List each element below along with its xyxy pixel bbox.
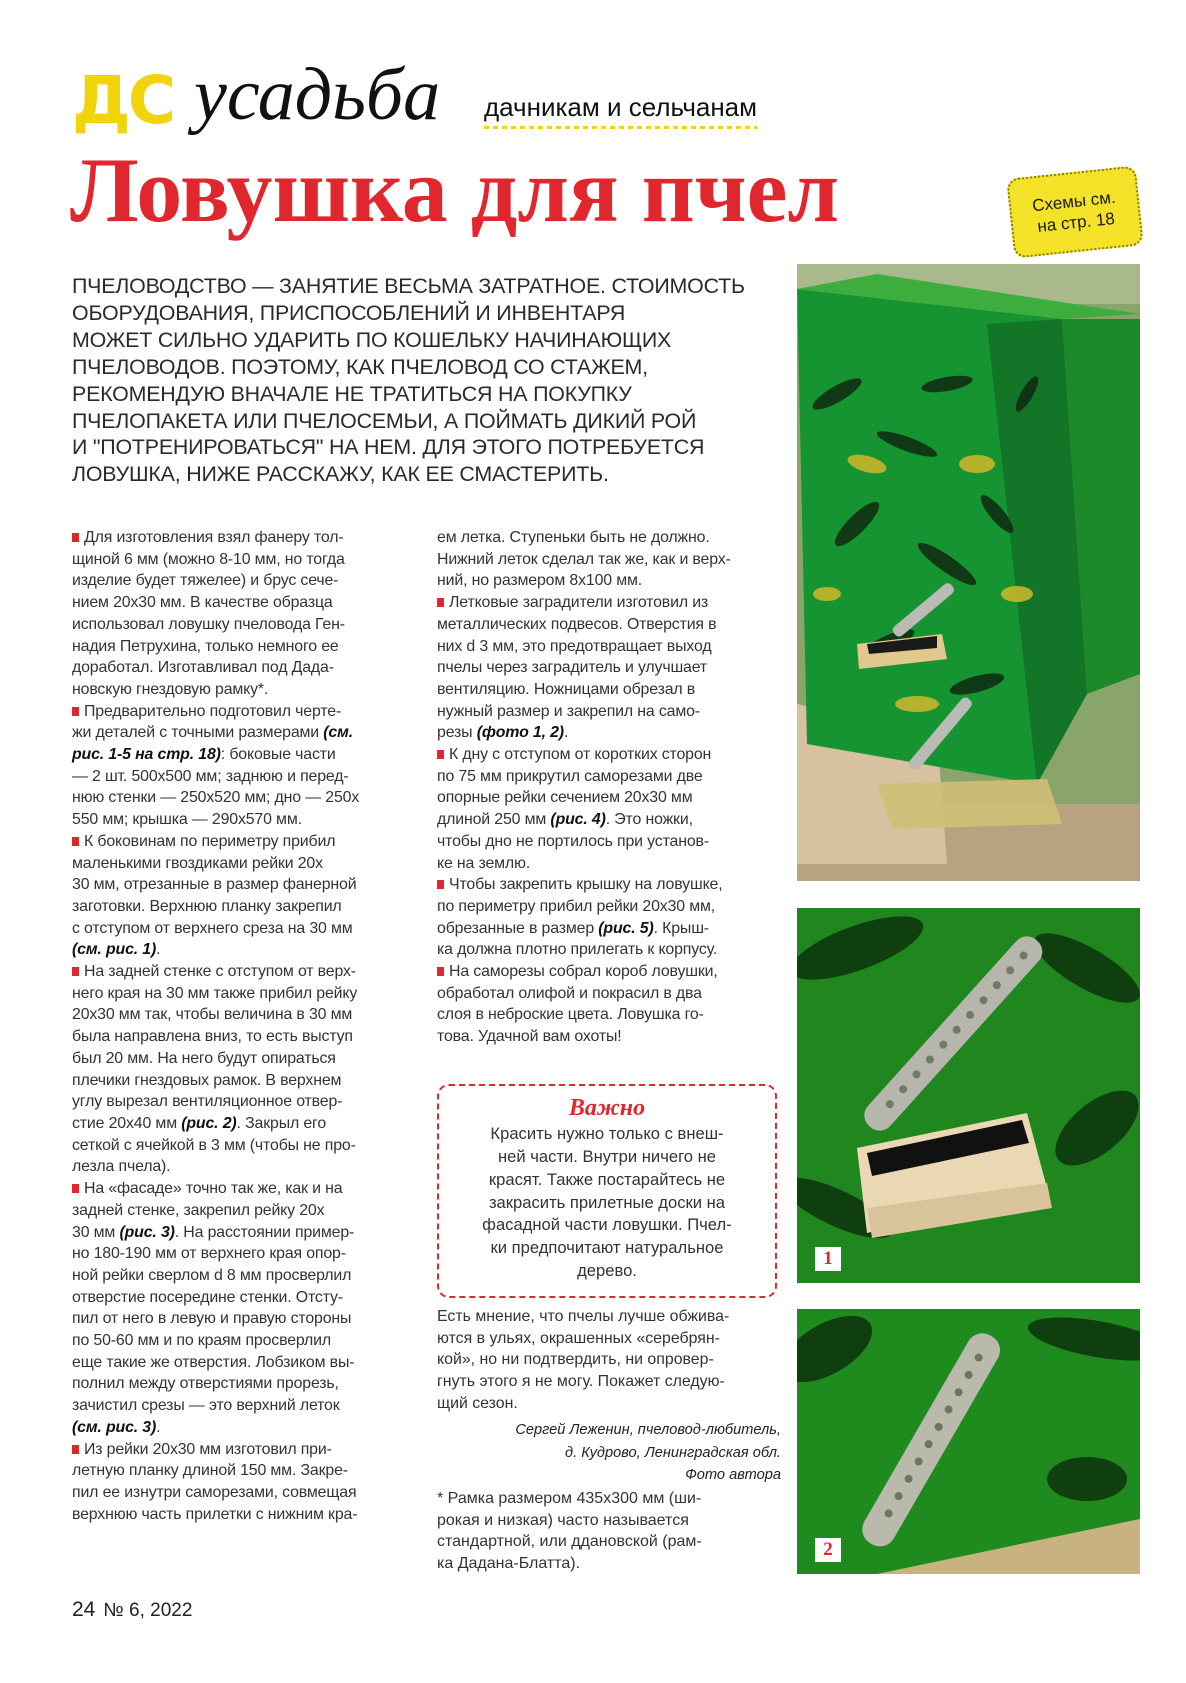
text-line: длиной 250 мм (рис. 4). Это ножки,: [437, 811, 693, 829]
footnote: [437, 1488, 781, 1575]
figure-reference: (рис. 5): [598, 919, 654, 937]
text-line: заготовки. Верхнюю планку закрепил: [72, 897, 342, 915]
text-line: нюю стенки — 250х520 мм; дно — 250х: [72, 789, 360, 807]
text-line: ка Дадана-Блатта).: [437, 1555, 581, 1573]
text-line: обработал олифой и покрасил в два: [437, 984, 702, 1002]
metal-strip-photo: [797, 1309, 1140, 1574]
entrance-guard-photo: [797, 908, 1140, 1283]
text-line: доработал. Изготавливал под Дада-: [72, 659, 334, 677]
text-line: Из рейки 20х30 мм изготовил при-: [72, 1439, 415, 1461]
bullet-square-icon: [437, 967, 444, 976]
photo-number: 2: [815, 1538, 841, 1562]
text-line: (см. рис. 3).: [72, 1418, 161, 1436]
text-line: ке на землю.: [437, 854, 531, 872]
text-line: лезла пчела).: [72, 1158, 171, 1176]
text-line: ются в ульях, окрашенных «серебрян-: [437, 1329, 720, 1347]
text-line: пчелы через заградитель и улучшает: [437, 659, 708, 677]
text-line: Для изготовления взял фанеру тол-: [72, 527, 415, 549]
logo-letters: ДС: [72, 62, 174, 139]
text-line: плечики гнездовых рамок. В верхнем: [72, 1071, 342, 1089]
text-line: Чтобы закрепить крышку на ловушке,: [437, 874, 781, 896]
lead-paragraph: [72, 273, 792, 488]
figure-reference: (рис. 3): [119, 1223, 175, 1241]
text-line: дерево.: [577, 1260, 637, 1280]
text-line: по 50-60 мм и по краям просверлил: [72, 1332, 331, 1350]
text-line: зачистил срезы — это верхний леток: [72, 1397, 340, 1415]
text-line: металлических подвесов. Отверстия в: [437, 615, 717, 633]
beehive-trap-photo: [797, 264, 1140, 881]
author-signature: [437, 1419, 781, 1487]
text-line: обрезанные в размер (рис. 5). Крыш-: [437, 919, 709, 937]
beehive-trap-illustration: [797, 264, 1140, 881]
entrance-guard-illustration: [797, 908, 1140, 1283]
text-line: надия Петрухина, только немного ее: [72, 637, 339, 655]
text-line: углу вырезал вентиляционное отвер-: [72, 1093, 343, 1111]
text-line: резы (фото 1, 2).: [437, 724, 569, 742]
text-line: ка должна плотно прилегать к корпусу.: [437, 941, 718, 959]
page-folio: [72, 1598, 192, 1622]
text-line: рокая и низкая) часто называется: [437, 1511, 689, 1529]
text-line: жи деталей с точными размерами (см.: [72, 724, 353, 742]
lead-line: ЛОВУШКА, НИЖЕ РАССКАЖУ, КАК ЕЕ СМАСТЕРИТЬ.: [72, 462, 609, 487]
page-number: 24: [72, 1598, 96, 1621]
bullet-square-icon: [72, 1184, 79, 1193]
bullet-square-icon: [72, 967, 79, 976]
text-line: стие 20х40 мм (рис. 2). Закрыл его: [72, 1114, 327, 1132]
bullet-square-icon: [72, 1445, 79, 1454]
badge-line-1: Схемы см.: [1031, 187, 1117, 216]
badge-line-2: на стр. 18: [1036, 208, 1116, 236]
text-line: К дну с отступом от коротких сторон: [437, 744, 781, 766]
text-line: с отступом от верхнего среза на 30 мм: [72, 919, 353, 937]
body-column-2: [437, 527, 781, 1048]
text-line: закрасить прилетные доски на: [488, 1192, 726, 1212]
text-line: полнил между отверстиями прорезь,: [72, 1375, 339, 1393]
text-line: Летковые заградители изготовил из: [437, 592, 781, 614]
text-line: пил ее изнутри саморезами, совмещая: [72, 1483, 357, 1501]
lead-line: РЕКОМЕНДУЮ ВНАЧАЛЕ НЕ ТРАТИТЬСЯ НА ПОКУПКУ: [72, 381, 632, 406]
text-line: них d 3 мм, это предотвращает выход: [437, 637, 712, 655]
bullet-square-icon: [437, 598, 444, 607]
text-line: чтобы дно не портилось при установ-: [437, 832, 709, 850]
bullet-square-icon: [437, 880, 444, 889]
text-line: К боковинам по периметру прибил: [72, 831, 415, 853]
text-line: опорные рейки сечением 20х30 мм: [437, 789, 693, 807]
text-line: 30 мм (рис. 3). На расстоянии пример-: [72, 1223, 355, 1241]
text-line: На саморезы собрал короб ловушки,: [437, 961, 781, 983]
text-line: по 75 мм прикрутил саморезами две: [437, 767, 703, 785]
bullet-square-icon: [437, 750, 444, 759]
text-line: слоя в неброские цвета. Ловушка го-: [437, 1006, 704, 1024]
text-line: Нижний леток сделал так же, как и верх-: [437, 550, 731, 568]
text-line: маленькими гвоздиками рейки 20х: [72, 854, 323, 872]
author-location: д. Кудрово, Ленинградская обл.: [565, 1444, 781, 1461]
issue-number: № 6, 2022: [103, 1600, 193, 1621]
text-line: ней части. Внутри ничего не: [498, 1146, 716, 1166]
text-line: ем летка. Ступеньки быть не должно.: [437, 529, 710, 546]
figure-reference: (см. рис. 3): [72, 1418, 157, 1436]
text-line: ки предпочитают натуральное: [490, 1238, 724, 1258]
text-line: нужный размер и закрепил на само-: [437, 702, 700, 720]
text-line: 550 мм; крышка — 290х570 мм.: [72, 811, 302, 829]
text-line: использовал ловушку пчеловода Ген-: [72, 615, 345, 633]
text-line: * Рамка размером 435х300 мм (ши-: [437, 1490, 702, 1507]
important-note-box: [437, 1084, 777, 1298]
figure-reference: (рис. 4): [550, 811, 606, 829]
lead-line: ОБОРУДОВАНИЯ, ПРИСПОСОБЛЕНИЙ И ИНВЕНТАРЯ: [72, 300, 626, 325]
text-line: была направлена вниз, то есть выступ: [72, 1028, 353, 1046]
lead-line: МОЖЕТ СИЛЬНО УДАРИТЬ ПО КОШЕЛЬКУ НАЧИНАЮЩИХ: [72, 327, 672, 352]
bullet-square-icon: [72, 837, 79, 846]
text-line: рис. 1-5 на стр. 18): боковые части: [72, 746, 336, 764]
masthead: [72, 54, 792, 148]
metal-strip-illustration: [797, 1309, 1140, 1574]
text-line: нием 20х30 мм. В качестве образца: [72, 594, 333, 612]
text-line: щий сезон.: [437, 1394, 518, 1412]
text-line: ний, но размером 8х100 мм.: [437, 572, 643, 590]
schemes-badge: [1006, 165, 1144, 258]
lead-line: ПЧЕЛОПАКЕТА ИЛИ ПЧЕЛОСЕМЬИ, А ПОЙМАТЬ ДИКИЙ РОЙ: [72, 408, 697, 433]
text-line: изделие будет тяжелее) и брус сече-: [72, 572, 339, 590]
text-line: был 20 мм. На него будут опираться: [72, 1049, 336, 1067]
figure-reference: рис. 1-5 на стр. 18): [72, 746, 221, 764]
text-line: На «фасаде» точно так же, как и на: [72, 1178, 415, 1200]
text-line: Предварительно подготовил черте-: [72, 701, 415, 723]
text-line: На задней стенке с отступом от верх-: [72, 961, 415, 983]
text-line: новскую гнездовую рамку*.: [72, 680, 269, 698]
text-line: Есть мнение, что пчелы лучше обжива-: [437, 1308, 730, 1325]
author-line: Сергей Леженин, пчеловод-любитель,: [515, 1422, 781, 1438]
text-line: щиной 6 мм (можно 8-10 мм, но тогда: [72, 550, 345, 568]
text-line: задней стенке, закрепил рейку 20х: [72, 1201, 325, 1219]
logo-word: усадьба: [194, 54, 441, 136]
text-line: фасадной части ловушки. Пчел-: [482, 1215, 732, 1235]
text-line: — 2 шт. 500х500 мм; заднюю и перед-: [72, 767, 349, 785]
lead-line: ПЧЕЛОВОДСТВО — ЗАНЯТИЕ ВЕСЬМА ЗАТРАТНОЕ. СТОИМОСТЬ: [72, 274, 745, 298]
closing-paragraph: [437, 1306, 781, 1415]
text-line: вентиляцию. Ножницами обрезал в: [437, 680, 696, 698]
figure-reference: (см. рис. 1): [72, 941, 157, 959]
text-line: еще такие же отверстия. Лобзиком вы-: [72, 1353, 355, 1371]
text-line: него края на 30 мм также прибил рейку: [72, 984, 358, 1002]
text-line: гнуть этого я не могу. Покажет следую-: [437, 1373, 725, 1391]
text-line: верхнюю часть прилетки с нижним кра-: [72, 1505, 358, 1523]
text-line: стандартной, или ддановской (рам-: [437, 1533, 702, 1551]
figure-reference: (рис. 2): [181, 1114, 237, 1132]
text-line: летную планку длиной 150 мм. Закре-: [72, 1462, 348, 1480]
text-line: отверстие посередине стенки. Отсту-: [72, 1288, 343, 1306]
masthead-tagline: дачникам и сельчанам: [484, 92, 757, 129]
bullet-square-icon: [72, 533, 79, 542]
text-line: сеткой с ячейкой в 3 мм (чтобы не про-: [72, 1136, 356, 1154]
bullet-square-icon: [72, 707, 79, 716]
photo-credit: Фото автора: [685, 1467, 781, 1483]
important-title: Важно: [568, 1095, 646, 1121]
article-title: Ловушка для пчел: [70, 139, 840, 241]
figure-reference: (см.: [323, 724, 353, 742]
important-body: [439, 1123, 775, 1283]
text-line: по периметру прибил рейки 20х30 мм,: [437, 897, 716, 915]
figure-reference: (фото 1, 2): [476, 724, 564, 742]
text-line: 30 мм, отрезанные в размер фанерной: [72, 876, 357, 894]
text-line: това. Удачной вам охоты!: [437, 1028, 622, 1046]
text-line: (см. рис. 1).: [72, 941, 161, 959]
text-line: 20х30 мм так, чтобы величина в 30 мм: [72, 1006, 353, 1024]
text-line: ной рейки сверлом d 8 мм просверлил: [72, 1266, 352, 1284]
lead-line: И "ПОТРЕНИРОВАТЬСЯ" НА НЕМ. ДЛЯ ЭТОГО ПОТРЕБУЕТСЯ: [72, 435, 705, 460]
text-line: пил от него в левую и правую стороны: [72, 1310, 352, 1328]
lead-line: ПЧЕЛОВОДОВ. ПОЭТОМУ, КАК ПЧЕЛОВОД СО СТАЖЕМ,: [72, 354, 648, 379]
text-line: Красить нужно только с внеш-: [490, 1124, 724, 1144]
photo-number: 1: [815, 1247, 841, 1271]
text-line: кой», но ни подтвердить, ни опровер-: [437, 1351, 714, 1369]
body-column-1: [72, 527, 415, 1525]
text-line: но 180-190 мм от верхнего края опор-: [72, 1245, 346, 1263]
text-line: красят. Также постарайтесь не: [488, 1169, 726, 1189]
